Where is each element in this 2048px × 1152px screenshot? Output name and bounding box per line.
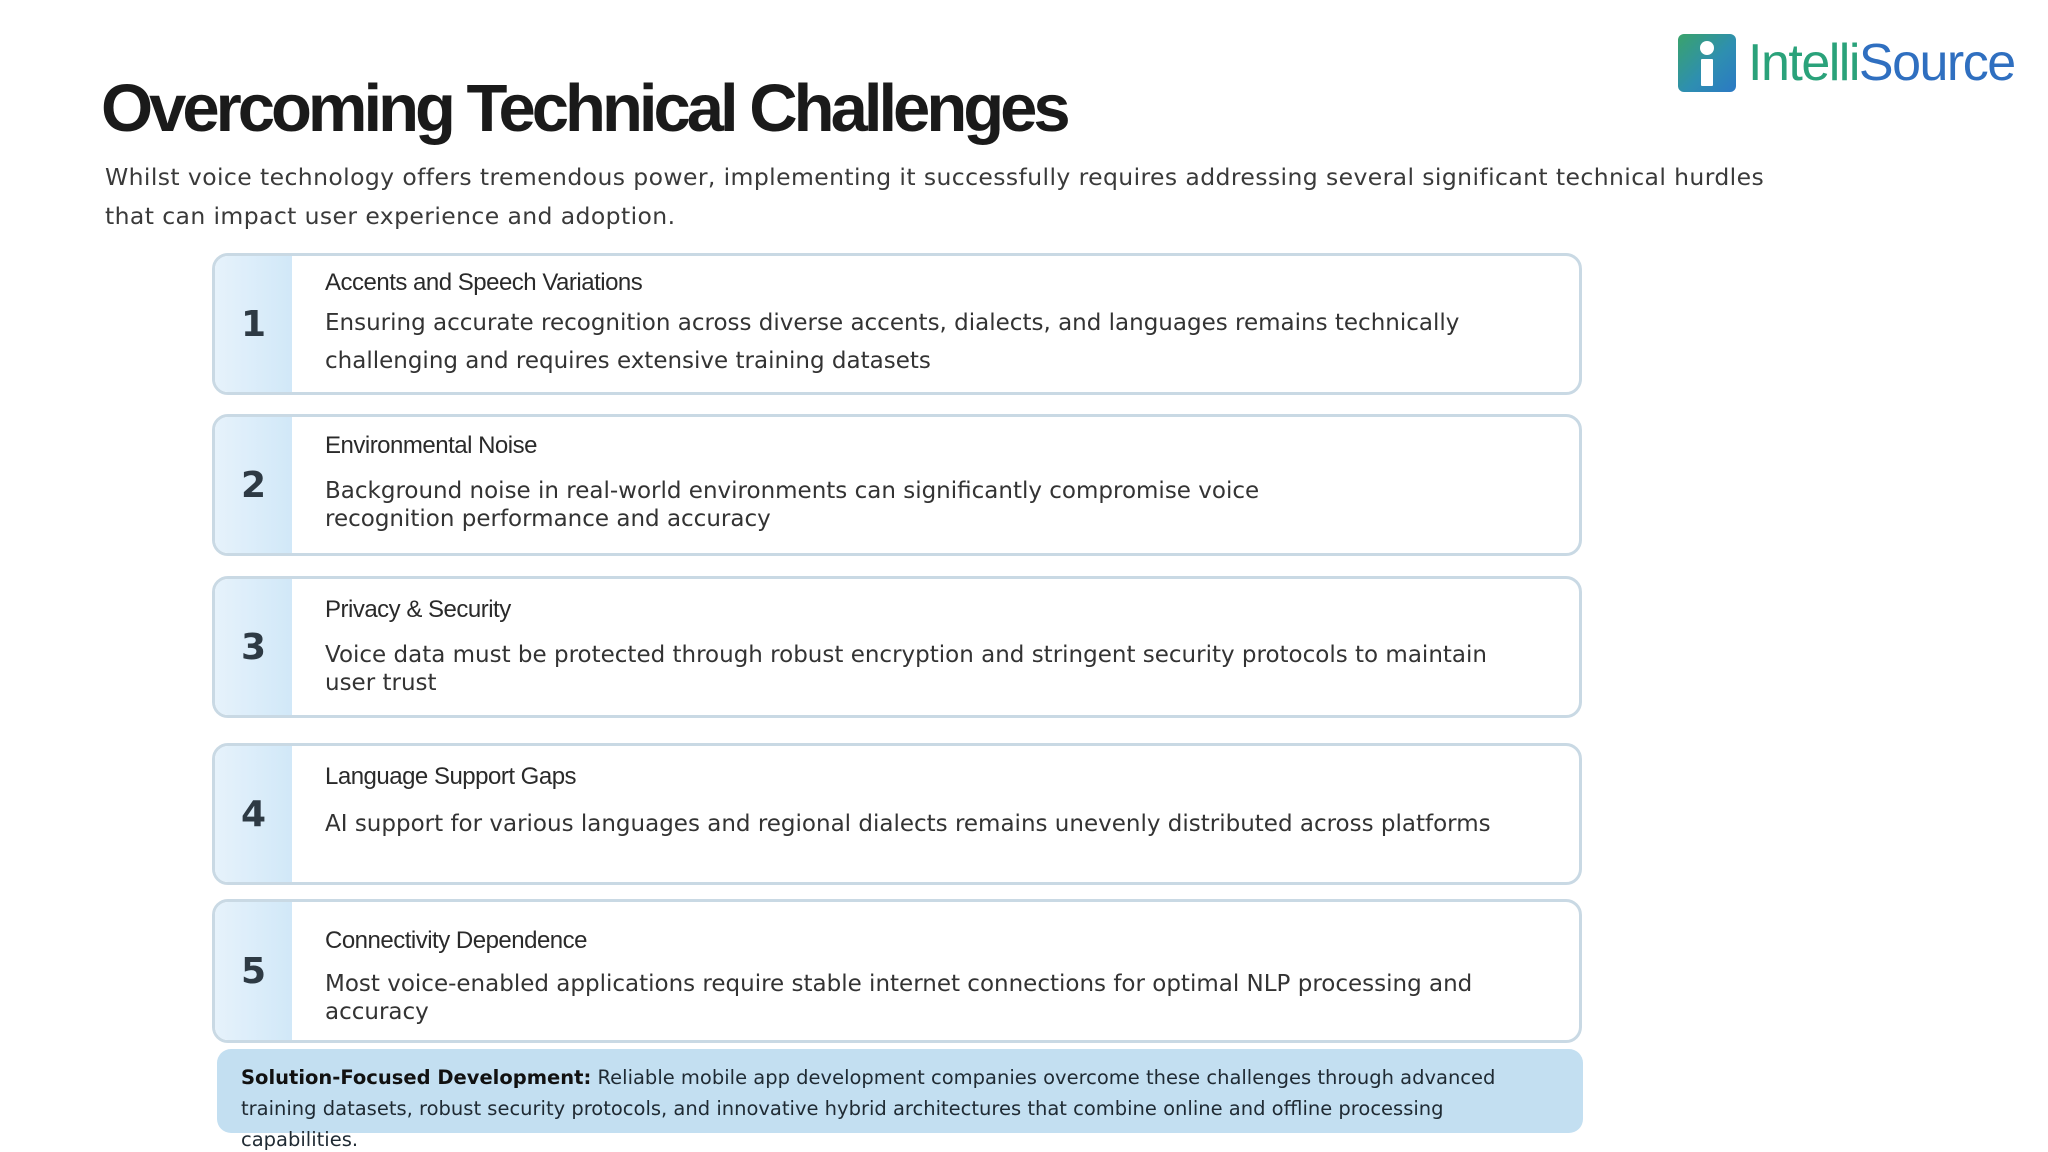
challenge-card-1: [212, 253, 1582, 395]
solution-callout: [217, 1049, 1583, 1151]
brand-name: [1748, 34, 2015, 92]
challenge-title: Environmental Noise: [325, 432, 537, 459]
challenge-card-4: [212, 743, 1582, 885]
brand-name-part2: Source: [1858, 34, 2015, 92]
info-i-icon: [1678, 34, 1736, 92]
page-title: Overcoming Technical Challenges: [101, 71, 1067, 146]
callout-text: Reliable mobile app development companies overcome these challenges through advanced training datasets, robust security protocols, and innovative hybrid architectures that combine online and offline processing capabilities.: [241, 1066, 1496, 1151]
challenge-number: 2: [215, 417, 292, 553]
challenge-number: 1: [215, 256, 292, 392]
challenge-title: Accents and Speech Variations: [325, 269, 643, 296]
challenge-card-3: [212, 576, 1582, 718]
challenge-description: Most voice-enabled applications require stable internet connections for optimal NLP processing and accuracy: [325, 971, 1473, 1025]
challenge-title: Privacy & Security: [325, 596, 511, 623]
intellisource-logo: [1678, 34, 2015, 92]
challenge-title: Language Support Gaps: [325, 763, 577, 790]
challenge-description: AI support for various languages and regional dialects remains unevenly distributed across platforms: [325, 811, 1491, 837]
challenge-card-2: [212, 414, 1582, 556]
callout-label: Solution-Focused Development:: [241, 1066, 592, 1089]
challenge-number: 3: [215, 579, 292, 715]
challenge-description: Voice data must be protected through robust encryption and stringent security protocols to maintain user trust: [325, 642, 1487, 696]
intro-paragraph: Whilst voice technology offers tremendous power, implementing it successfully requires addressing several significant technical hurdles that can impact user experience and adoption.: [105, 163, 1765, 230]
challenge-number: 5: [215, 902, 292, 1040]
challenge-card-5: [212, 899, 1582, 1043]
challenge-description: Ensuring accurate recognition across diverse accents, dialects, and languages remains technically challenging and requires extensive training datasets: [325, 310, 1460, 374]
challenge-number: 4: [215, 746, 292, 882]
challenge-title: Connectivity Dependence: [325, 927, 588, 954]
brand-name-part1: Intelli: [1748, 34, 1859, 92]
challenge-description: Background noise in real-world environments can significantly compromise voice recognition performance and accuracy: [325, 478, 1260, 532]
